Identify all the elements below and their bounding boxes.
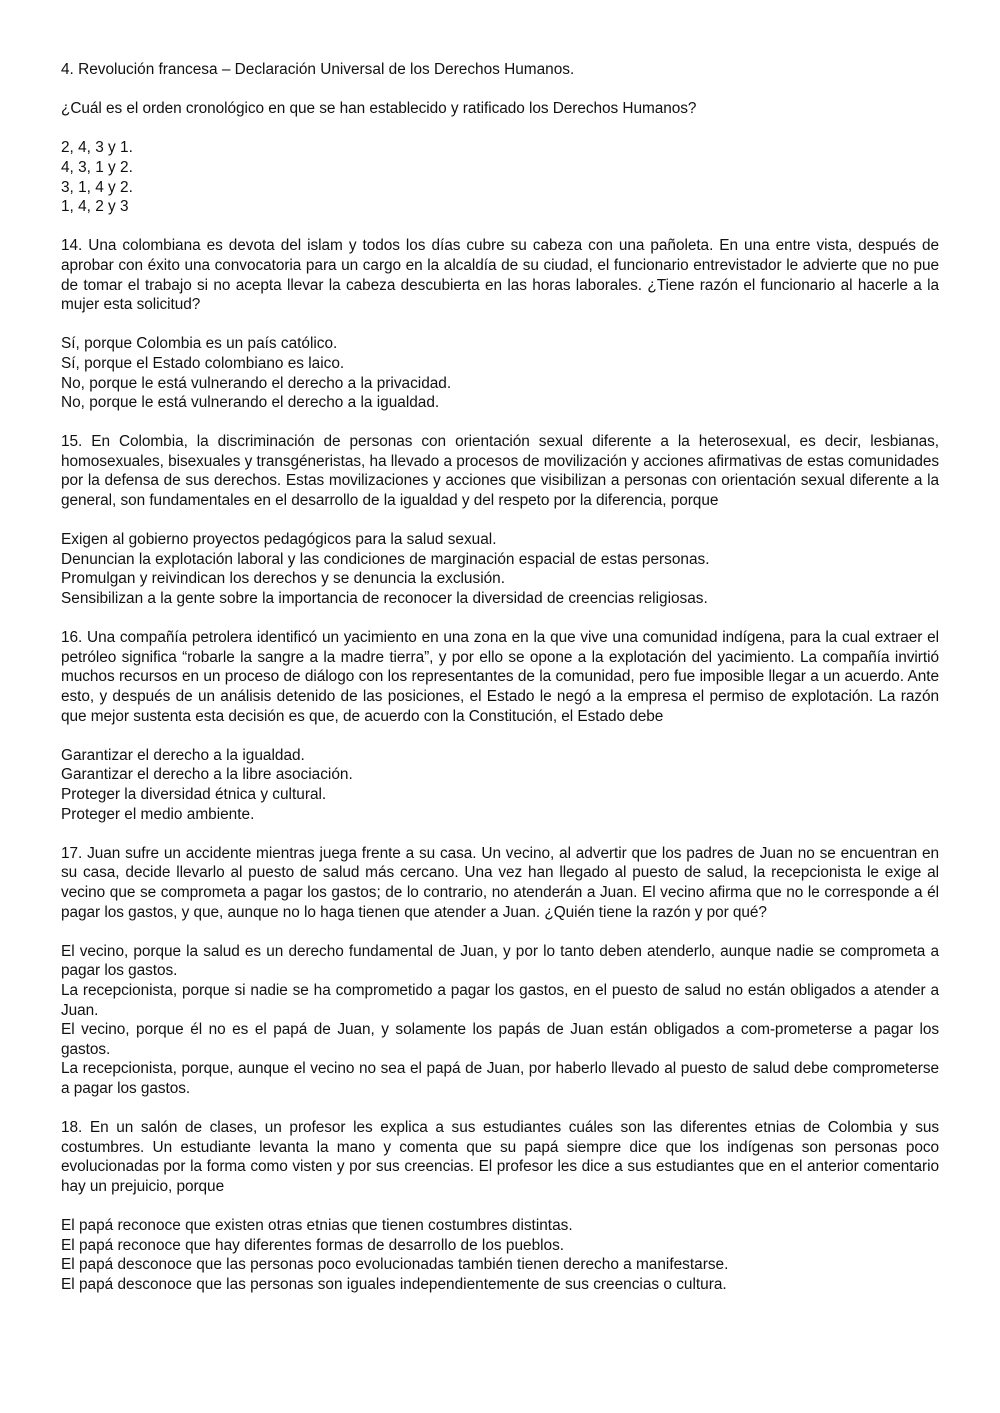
answer-option: La recepcionista, porque, aunque el vecino no sea el papá de Juan, por haberlo llevado al puesto de salud debe comprometerse a pagar los gastos. [61,1060,939,1097]
answer-option: Sí, porque el Estado colombiano es laico. [61,354,345,372]
question-14-text: 14. Una colombiana es devota del islam y todos los días cubre su cabeza con una pañoleta. En una entre vista, después de aprobar con éxito una convocatoria para un cargo en la alcaldía de su ciudad, el funcionario entrevistador le advierte que no pue de tomar el trabajo si no acepta llevar la cabeza descubierta en las horas laborales. ¿Tiene razón el funcionario al hacerle a la mujer esta solicitud? [61,237,939,314]
answer-option: 2, 4, 3 y 1. [61,139,133,157]
answer-option: Garantizar el derecho a la igualdad. [61,746,305,764]
answer-option: Proteger la diversidad étnica y cultural. [61,785,327,803]
answer-option: 1, 4, 2 y 3 [61,198,129,216]
answer-option: El vecino, porque la salud es un derecho fundamental de Juan, y por lo tanto deben atenderlo, aunque nadie se comprometa a pagar los gastos. [61,942,939,980]
question-15-options [61,530,939,608]
intro-options [61,138,939,216]
answer-option: 4, 3, 1 y 2. [61,158,133,176]
question-14 [61,236,939,412]
worksheet-page [61,60,939,1294]
question-14-options [61,334,939,412]
question-17-options [61,942,939,1099]
answer-option: El papá desconoce que las personas poco evolucionadas también tienen derecho a manifestarse. [61,1256,729,1274]
question-15 [61,432,939,608]
answer-option: Proteger el medio ambiente. [61,805,255,823]
answer-option: No, porque le está vulnerando el derecho a la privacidad. [61,374,452,392]
intro-first-line: 4. Revolución francesa – Declaración Universal de los Derechos Humanos. [61,61,575,78]
question-18 [61,1118,939,1294]
answer-option: 3, 1, 4 y 2. [61,178,133,196]
question-18-text: 18. En un salón de clases, un profesor les explica a sus estudiantes cuáles son las diferentes etnias de Colombia y sus costumbres. Un estudiante levanta la mano y comenta que su papá siempre dice que los indígenas son personas poco evolucionadas por la forma como visten y por sus creencias. El profesor les dice a sus estudiantes que en el anterior comentario hay un prejuicio, porque [61,1119,939,1195]
answer-option: El papá desconoce que las personas son iguales independientemente de sus creencias o cultura. [61,1275,727,1293]
answer-option: Garantizar el derecho a la libre asociación. [61,766,353,784]
answer-option: No, porque le está vulnerando el derecho a la igualdad. [61,394,440,412]
question-15-text: 15. En Colombia, la discriminación de personas con orientación sexual diferente a la heterosexual, es decir, lesbianas, homosexuales, bisexuales y transgéneristas, ha llevado a procesos de movilización y acciones afirmativas de estas comunidades por la defensa de sus derechos. Estas movilizaciones y acciones que visibilizan a personas con orientación sexual diferente a la general, son fundamentales en el desarrollo de la igualdad y del respeto por la diferencia, porque [61,433,939,510]
answer-option: El papá reconoce que hay diferentes formas de desarrollo de los pueblos. [61,1236,565,1254]
question-17-text: 17. Juan sufre un accidente mientras juega frente a su casa. Un vecino, al advertir que los padres de Juan no se encuentran en su casa, decide llevarlo al puesto de salud más cercano. Una vez han llegado al puesto de salud, la recepcionista le exige al vecino que se comprometa a pagar los gastos; de lo contrario, no atenderán a Juan. El vecino afirma que no le corresponde a él pagar los gastos, y que, aunque no lo haga tienen que atender a Juan. ¿Quién tiene la razón y por qué? [61,844,939,921]
answer-option: La recepcionista, porque si nadie se ha comprometido a pagar los gastos, en el puesto de salud no están obligados a atender a Juan. [61,981,939,1019]
answer-option: El papá reconoce que existen otras etnias que tienen costumbres distintas. [61,1217,573,1235]
question-16-text: 16. Una compañía petrolera identificó un yacimiento en una zona en la que vive una comunidad indígena, para la cual extraer el petróleo significa “robarle la sangre a la madre tierra”, y por ello se opone a la explotación del yacimiento. La compañía invirtió muchos recursos en un proceso de diálogo con los representantes de la comunidad, pero fue imposible llegar a un acuerdo. Ante esto, y después de un análisis detenido de las posiciones, el Estado le negó a la empresa el permiso de explotación. La razón que mejor sustenta esta decisión es que, de acuerdo con la Constitución, el Estado debe [61,629,939,725]
answer-option: Denuncian la explotación laboral y las condiciones de marginación espacial de estas personas. [61,550,710,568]
question-16 [61,628,939,824]
question-18-options [61,1216,939,1294]
intro-block [61,60,939,217]
intro-question: ¿Cuál es el orden cronológico en que se han establecido y ratificado los Derechos Humanos? [61,100,697,118]
answer-option: Promulgan y reivindican los derechos y se denuncia la exclusión. [61,570,506,588]
answer-option: Sí, porque Colombia es un país católico. [61,335,338,353]
question-17 [61,844,939,1099]
answer-option: Sensibilizan a la gente sobre la importancia de reconocer la diversidad de creencias religiosas. [61,590,708,608]
question-16-options [61,746,939,824]
answer-option: Exigen al gobierno proyectos pedagógicos para la salud sexual. [61,531,497,549]
answer-option: El vecino, porque él no es el papá de Juan, y solamente los papás de Juan están obligados a com-prometerse a pagar los gastos. [61,1021,939,1058]
